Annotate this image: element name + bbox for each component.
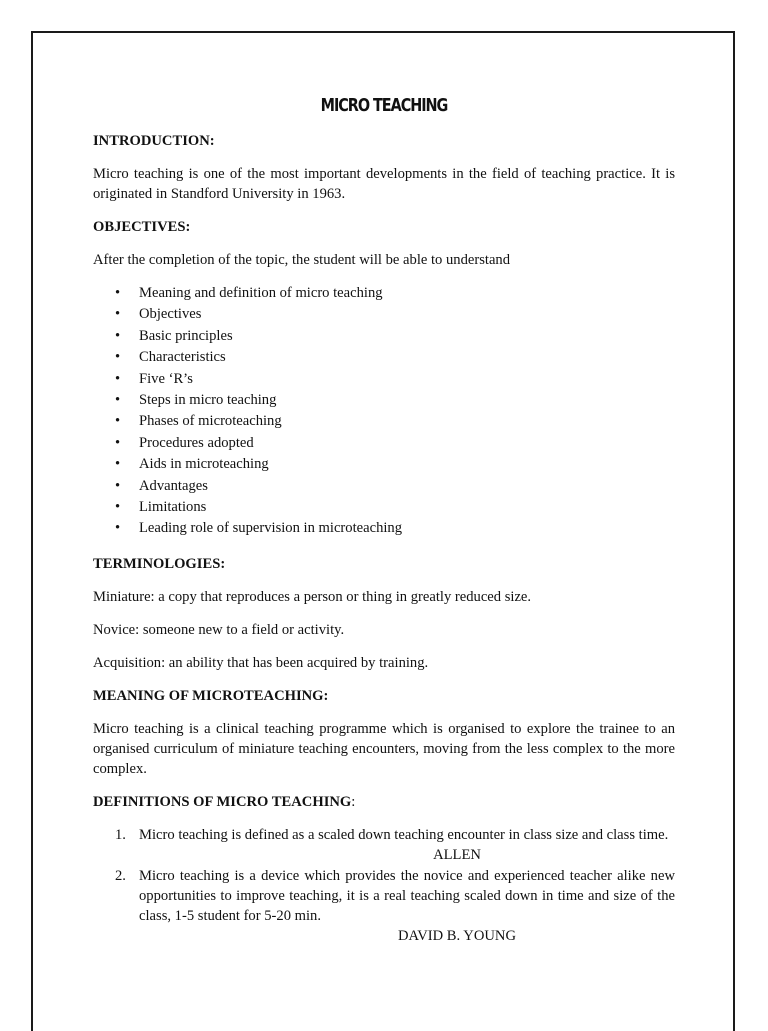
introduction-heading: INTRODUCTION:: [93, 133, 215, 149]
meaning-heading: MEANING OF MICROTEACHING:: [93, 687, 329, 704]
definition-number: 1.: [115, 826, 126, 843]
list-item: • Steps in micro teaching: [139, 390, 675, 411]
definitions-heading-colon: :: [351, 793, 356, 810]
definitions-list: [93, 825, 675, 946]
list-item: • Basic principles: [139, 326, 675, 347]
terminology-acquisition: Acquisition: an ability that has been acquired by training.: [93, 654, 429, 671]
definition-text: Micro teaching is defined as a scaled down teaching encounter in class size and class time.: [139, 826, 669, 843]
terminologies-heading: TERMINOLOGIES:: [93, 555, 226, 572]
objectives-list: [93, 283, 675, 540]
list-item: • Aids in microteaching: [139, 454, 675, 475]
definitions-heading-text: DEFINITIONS OF MICRO TEACHING: [93, 793, 352, 810]
definition-author: DAVID B. YOUNG: [398, 927, 516, 944]
list-item: • Advantages: [139, 476, 675, 497]
definition-item: [115, 825, 675, 865]
list-item: • Characteristics: [139, 347, 675, 368]
terminology-novice: Novice: someone new to a field or activity.: [93, 621, 345, 638]
objectives-intro: After the completion of the topic, the student will be able to understand: [93, 252, 511, 268]
definition-number: 2.: [115, 867, 126, 884]
definitions-heading: [93, 792, 675, 812]
list-item: • Leading role of supervision in microteaching: [139, 518, 675, 539]
objectives-heading: OBJECTIVES:: [93, 219, 191, 235]
list-item: • Meaning and definition of micro teaching: [139, 283, 675, 304]
definition-author: ALLEN: [433, 846, 481, 863]
introduction-text: Micro teaching is one of the most important developments in the field of teaching practice. It is originated in Standford University in 1963.: [93, 166, 675, 202]
definition-item: [115, 866, 675, 946]
definition-text: Micro teaching is a device which provides the novice and experienced teacher alike new opportunities to improve teaching, it is a real teaching scaled down in time and size of the class, 1-5 student for 5-20 min.: [139, 867, 675, 924]
list-item: • Limitations: [139, 497, 675, 518]
meaning-text: Micro teaching is a clinical teaching programme which is organised to explore the trainee to an organised curriculum of miniature teaching encounters, moving from the less complex to the more complex.: [93, 720, 675, 777]
document-body: [93, 92, 675, 947]
document-title: MICRO TEACHING: [320, 95, 448, 116]
list-item: • Five ‘R’s: [139, 369, 675, 390]
list-item: • Phases of microteaching: [139, 411, 675, 432]
terminology-miniature: Miniature: a copy that reproduces a person or thing in greatly reduced size.: [93, 588, 532, 605]
list-item: • Objectives: [139, 304, 675, 325]
list-item: • Procedures adopted: [139, 433, 675, 454]
